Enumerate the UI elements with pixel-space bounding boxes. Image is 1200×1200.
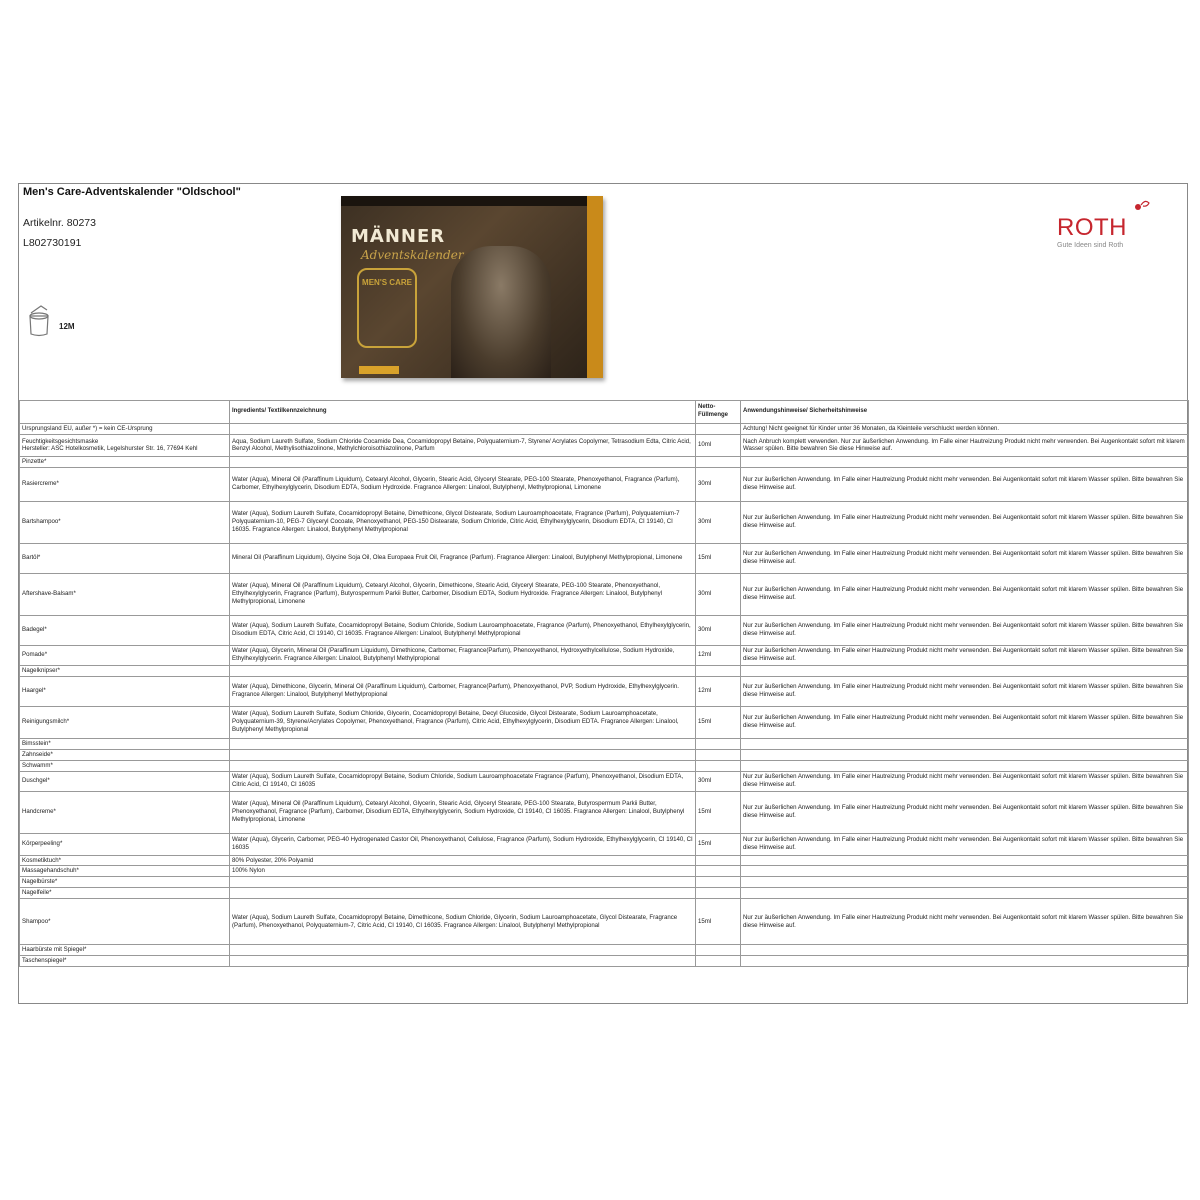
cell-volume xyxy=(696,956,741,967)
cell-volume: 12ml xyxy=(696,645,741,665)
cell-ingredients xyxy=(230,665,696,676)
barber-scene xyxy=(451,246,551,378)
cell-notes: Nur zur äußerlichen Anwendung. Im Falle einer Hautreizung Produkt nicht mehr verwenden. Bei Augenkontakt sofort mit klarem Wasser spülen. Bitte bewahren Sie diese Hinweise auf. xyxy=(741,645,1189,665)
pao-jar-icon xyxy=(27,304,51,338)
table-row xyxy=(20,855,1189,866)
mens-care-emblem: MEN'S CARE xyxy=(357,268,417,348)
cell-notes: Nur zur äußerlichen Anwendung. Im Falle einer Hautreizung Produkt nicht mehr verwenden. Bei Augenkontakt sofort mit klarem Wasser spülen. Bitte bewahren Sie diese Hinweise auf. xyxy=(741,833,1189,855)
table-header-row xyxy=(20,401,1189,424)
table-row xyxy=(20,791,1189,833)
cell-name: Handcreme* xyxy=(20,791,230,833)
cell-volume: 30ml xyxy=(696,615,741,645)
cell-name: Schwamm* xyxy=(20,760,230,771)
table-row xyxy=(20,676,1189,706)
cell-volume xyxy=(696,760,741,771)
cell-volume xyxy=(696,888,741,899)
cell-ingredients: Water (Aqua), Sodium Laureth Sulfate, Cocamidopropyl Betaine, Sodium Chloride, Sodium Lauroamphoacetate, Fragrance (Parfum), Phenoxyethanol, Ethylhexylglycerin, Disodium EDTA, Citric Acid, CI 19140, CI 16035. Fragrance Allergen: Linalool, Butylphenyl Methylpropional xyxy=(230,615,696,645)
cell-notes xyxy=(741,945,1189,956)
cell-notes xyxy=(741,760,1189,771)
cell-notes: Nur zur äußerlichen Anwendung. Im Falle einer Hautreizung Produkt nicht mehr verwenden. Bei Augenkontakt sofort mit klarem Wasser spülen. Bitte bewahren Sie diese Hinweise auf. xyxy=(741,706,1189,738)
cell-notes: Nur zur äußerlichen Anwendung. Im Falle einer Hautreizung Produkt nicht mehr verwenden. Bei Augenkontakt sofort mit klarem Wasser spülen. Bitte bewahren Sie diese Hinweise auf. xyxy=(741,501,1189,543)
article-number: Artikelnr. 80273 xyxy=(23,217,96,229)
cell-notes: Nur zur äußerlichen Anwendung. Im Falle einer Hautreizung Produkt nicht mehr verwenden. Bei Augenkontakt sofort mit klarem Wasser spülen. Bitte bewahren Sie diese Hinweise auf. xyxy=(741,771,1189,791)
table-row xyxy=(20,573,1189,615)
cell-name: Bimsstein* xyxy=(20,738,230,749)
cell-name: Taschenspiegel* xyxy=(20,956,230,967)
cell-ingredients xyxy=(230,424,696,435)
cell-name: Haargel* xyxy=(20,676,230,706)
table-row xyxy=(20,945,1189,956)
cell-volume: 15ml xyxy=(696,791,741,833)
cell-name: Bartöl* xyxy=(20,543,230,573)
cell-volume: 10ml xyxy=(696,434,741,456)
cell-ingredients: Water (Aqua), Mineral Oil (Paraffinum Liquidum), Cetearyl Alcohol, Glycerin, Dimethicone, Stearic Acid, Glyceryl Stearate, PEG-100 Stearate, Phenoxyethanol, Ethylhexylglycerin, Fragrance (Parfum), Butyrospermum Parkii Butter, Carbomer, Disodium EDTA, Sodium Hydroxide. Fragrance Allergen: Linalool, Butylphenyl Methylpropional, Limonene xyxy=(230,573,696,615)
cell-name: Massagehandschuh* xyxy=(20,866,230,877)
cell-notes xyxy=(741,738,1189,749)
cell-ingredients xyxy=(230,456,696,467)
cell-ingredients: Aqua, Sodium Laureth Sulfate, Sodium Chloride Cocamide Dea, Cocamidopropyl Betaine, Polyquaternium-7, Styrene/ Acrylates Copolymer, Tetrasodium Edta, Citric Acid, Benzyl Alcohol, Methylisothiazolinone, Methylchloroisothiazolinone, Parfum xyxy=(230,434,696,456)
product-top-band xyxy=(341,196,603,206)
cell-volume xyxy=(696,855,741,866)
cell-name: Körperpeeling* xyxy=(20,833,230,855)
cell-ingredients: 80% Polyester, 20% Polyamid xyxy=(230,855,696,866)
cell-notes: Nur zur äußerlichen Anwendung. Im Falle einer Hautreizung Produkt nicht mehr verwenden. Bei Augenkontakt sofort mit klarem Wasser spülen. Bitte bewahren Sie diese Hinweise auf. xyxy=(741,676,1189,706)
cell-ingredients: Water (Aqua), Mineral Oil (Paraffinum Liquidum), Cetearyl Alcohol, Glycerin, Stearic Acid, Glyceryl Stearate, PEG-100 Stearate, Phenoxyethanol, Fragrance (Parfum), Carbomer, Ethylhexylglycerin, Disodium EDTA, Sodium Hydroxide. Fragrance Allergen: Linalool, Butylphenyl, Methylpropional, Limonene xyxy=(230,467,696,501)
product-code: L802730191 xyxy=(23,237,82,249)
cell-name: Badegel* xyxy=(20,615,230,645)
cell-name: Nagelfeile* xyxy=(20,888,230,899)
cell-notes: Nur zur äußerlichen Anwendung. Im Falle einer Hautreizung Produkt nicht mehr verwenden. Bei Augenkontakt sofort mit klarem Wasser spülen. Bitte bewahren Sie diese Hinweise auf. xyxy=(741,573,1189,615)
cell-ingredients: Water (Aqua), Glycerin, Carbomer, PEG-40 Hydrogenated Castor Oil, Phenoxyethanol, Cellulose, Fragrance (Parfum), Sodium Hydroxide, Ethylhexylglycerin, CI 19140, CI 16035 xyxy=(230,833,696,855)
product-brand-title: MÄNNER xyxy=(351,226,446,247)
cell-notes: Achtung! Nicht geeignet für Kinder unter 36 Monaten, da Kleinteile verschluckt werden können. xyxy=(741,424,1189,435)
cell-name: Nagelbürste* xyxy=(20,877,230,888)
cell-notes: Nur zur äußerlichen Anwendung. Im Falle einer Hautreizung Produkt nicht mehr verwenden. Bei Augenkontakt sofort mit klarem Wasser spülen. Bitte bewahren Sie diese Hinweise auf. xyxy=(741,543,1189,573)
cell-notes: Nur zur äußerlichen Anwendung. Im Falle einer Hautreizung Produkt nicht mehr verwenden. Bei Augenkontakt sofort mit klarem Wasser spülen. Bitte bewahren Sie diese Hinweise auf. xyxy=(741,467,1189,501)
cell-ingredients xyxy=(230,877,696,888)
cell-ingredients xyxy=(230,760,696,771)
cell-ingredients: Water (Aqua), Sodium Laureth Sulfate, Cocamidopropyl Betaine, Sodium Chloride, Sodium Lauroamphoacetate Fragrance (Parfum), Phenoxyethanol, Disodium EDTA, Citric Acid, CI 19140, CI 16035 xyxy=(230,771,696,791)
table-row xyxy=(20,749,1189,760)
pao-label: 12M xyxy=(59,322,75,331)
cell-ingredients xyxy=(230,945,696,956)
cell-notes: Nur zur äußerlichen Anwendung. Im Falle einer Hautreizung Produkt nicht mehr verwenden. Bei Augenkontakt sofort mit klarem Wasser spülen. Bitte bewahren Sie diese Hinweise auf. xyxy=(741,899,1189,945)
logo-swirl-icon xyxy=(1133,198,1151,212)
cell-volume: 15ml xyxy=(696,543,741,573)
cell-notes xyxy=(741,855,1189,866)
cell-notes xyxy=(741,866,1189,877)
cell-notes xyxy=(741,456,1189,467)
header-item xyxy=(20,401,230,424)
cell-notes xyxy=(741,956,1189,967)
cell-name: Pomade* xyxy=(20,645,230,665)
cell-name: Haarbürste mit Spiegel* xyxy=(20,945,230,956)
cell-name: Ursprungsland EU, außer *) = kein CE-Ursprung xyxy=(20,424,230,435)
ingredients-table xyxy=(19,400,1189,967)
table-row xyxy=(20,771,1189,791)
cell-volume xyxy=(696,866,741,877)
logo-wordmark: ROTH xyxy=(1057,214,1127,241)
cell-name: Nagelknipser* xyxy=(20,665,230,676)
table-row xyxy=(20,866,1189,877)
cell-volume xyxy=(696,456,741,467)
table-row xyxy=(20,888,1189,899)
cell-volume: 15ml xyxy=(696,833,741,855)
cell-name: Pinzette* xyxy=(20,456,230,467)
cell-volume: 12ml xyxy=(696,676,741,706)
table-row xyxy=(20,615,1189,645)
cell-ingredients: Mineral Oil (Paraffinum Liquidum), Glycine Soja Oil, Olea Europaea Fruit Oil, Fragrance (Parfum). Fragrance Allergen: Linalool, Butylphenyl Methylpropional, Limonene xyxy=(230,543,696,573)
table-row xyxy=(20,434,1189,456)
cell-ingredients: Water (Aqua), Sodium Laureth Sulfate, Cocamidopropyl Betaine, Dimethicone, Glycol Distearate, Sodium Lauroamphoacetate, Fragrance (Parfum), Polyquaternium-7 Polyquaternium-10, PEG-7 Glyceryl Cocoate, Phenoxyethanol, PEG-150 Distearate, Sodium Chloride, Citric Acid, Ethylhexylglycerin, Disodium EDTA, CI 19140, CI 16035. Fragrance Allergen: Linalool, Butylphenyl Methylpropional xyxy=(230,501,696,543)
table-row xyxy=(20,665,1189,676)
cell-volume xyxy=(696,945,741,956)
table-row xyxy=(20,738,1189,749)
table-row xyxy=(20,501,1189,543)
cell-volume: 30ml xyxy=(696,771,741,791)
table-row xyxy=(20,833,1189,855)
cell-ingredients: Water (Aqua), Mineral Oil (Paraffinum Liquidum), Cetearyl Alcohol, Glycerin, Stearic Acid, Glyceryl Stearate, PEG-100 Stearate, Butyrospermum Parkii Butter, Phenoxyethanol, Fragrance (Parfum), Carbomer, Disodium EDTA, Ethylhexylglycerin, Sodium Hydroxide, CI 19140, CI 16035. Fragrance Allergen: Linalool, Butylphenyl Methylpropional, Limonene xyxy=(230,791,696,833)
product-brand-subtitle: Adventskalender xyxy=(361,248,464,262)
table-row xyxy=(20,467,1189,501)
cell-name: Shampoo* xyxy=(20,899,230,945)
cell-volume: 30ml xyxy=(696,573,741,615)
cell-volume: 30ml xyxy=(696,501,741,543)
cell-volume xyxy=(696,738,741,749)
cell-ingredients: Water (Aqua), Glycerin, Mineral Oil (Paraffinum Liquidum), Dimethicone, Carbomer, Fragrance(Parfum), Phenoxyethanol, Hydroxyethylcellulose, Sodium Hydroxide, Ethylhexylglycerin. Fragrance Allergen: Linalool, Butylphenyl Methylpropional xyxy=(230,645,696,665)
table-row xyxy=(20,877,1189,888)
cell-notes xyxy=(741,749,1189,760)
cell-volume: 15ml xyxy=(696,899,741,945)
cell-name: Kosmetiktuch* xyxy=(20,855,230,866)
table-row xyxy=(20,424,1189,435)
cell-ingredients xyxy=(230,956,696,967)
cell-name: Rasiercreme* xyxy=(20,467,230,501)
cell-notes xyxy=(741,877,1189,888)
cell-ingredients: Water (Aqua), Sodium Laureth Sulfate, Cocamidopropyl Betaine, Dimethicone, Sodium Chloride, Glycerin, Sodium Lauroamphoacetate, Glycol Distearate, Fragrance (Parfum), Phenoxyethanol, Polyquaternium-7, Citric Acid, CI 19140, CI 16035. Fragrance Allergen: Linalool, Butylphenyl Methylpropional xyxy=(230,899,696,945)
table-row xyxy=(20,543,1189,573)
cell-volume xyxy=(696,665,741,676)
cell-volume xyxy=(696,749,741,760)
header-ingredients: Ingredients/ Textilkennzeichnung xyxy=(230,401,696,424)
cell-notes: Nur zur äußerlichen Anwendung. Im Falle einer Hautreizung Produkt nicht mehr verwenden. Bei Augenkontakt sofort mit klarem Wasser spülen. Bitte bewahren Sie diese Hinweise auf. xyxy=(741,791,1189,833)
table-row xyxy=(20,706,1189,738)
cell-ingredients xyxy=(230,738,696,749)
cell-ingredients: 100% Nylon xyxy=(230,866,696,877)
cell-notes xyxy=(741,888,1189,899)
cell-volume xyxy=(696,877,741,888)
table-row xyxy=(20,899,1189,945)
product-image xyxy=(341,196,603,378)
cell-name: Reinigungsmilch* xyxy=(20,706,230,738)
header-volume: Netto-Füllmenge xyxy=(696,401,741,424)
cell-notes xyxy=(741,665,1189,676)
cell-name: Zahnseide* xyxy=(20,749,230,760)
table-row xyxy=(20,645,1189,665)
logo-tagline: Gute Ideen sind Roth xyxy=(1057,242,1124,249)
cell-ingredients xyxy=(230,749,696,760)
product-side-band xyxy=(587,196,603,378)
cell-name: Feuchtigkeitsgesichtsmaske Hersteller: ASC Hotelkosmetik, Legelshurster Str. 16, 77694 Kehl xyxy=(20,434,230,456)
cell-notes: Nach Anbruch komplett verwenden. Nur zur äußerlichen Anwendung. Im Falle einer Hautreizung Produkt nicht mehr verwenden. Bei Augenkontakt sofort mit klarem Wasser spülen. Bitte bewahren Sie diese Hinweise auf. xyxy=(741,434,1189,456)
table-row xyxy=(20,760,1189,771)
cell-name: Bartshampoo* xyxy=(20,501,230,543)
cell-volume xyxy=(696,424,741,435)
product-tag xyxy=(359,366,399,374)
datasheet xyxy=(18,183,1188,1004)
header-notes: Anwendungshinweise/ Sicherheitshinweise xyxy=(741,401,1189,424)
cell-volume: 15ml xyxy=(696,706,741,738)
cell-notes: Nur zur äußerlichen Anwendung. Im Falle einer Hautreizung Produkt nicht mehr verwenden. Bei Augenkontakt sofort mit klarem Wasser spülen. Bitte bewahren Sie diese Hinweise auf. xyxy=(741,615,1189,645)
table-row xyxy=(20,956,1189,967)
cell-ingredients: Water (Aqua), Dimethicone, Glycerin, Mineral Oil (Paraffinum Liquidum), Carbomer, Fragrance(Parfum), Phenoxyethanol, PVP, Sodium Hydroxide, Ethylhexylglycerin. Fragrance Allergen: Linalool, Butylphenyl Methylpropional xyxy=(230,676,696,706)
cell-ingredients xyxy=(230,888,696,899)
cell-ingredients: Water (Aqua), Sodium Laureth Sulfate, Sodium Chloride, Glycerin, Cocamidopropyl Betaine, Decyl Glucoside, Glycol Distearate, Sodium Lauroamphoacetate, Polyquaternium-39, Styrene/Acrylates Copolymer, Phenoxyethanol, Fragrance (Parfum), Citric Acid, Ethylhexylglycerin, Disodium EDTA. Fragrance Allergen: Linalool, Butylphenyl Methylpropional xyxy=(230,706,696,738)
cell-name: Duschgel* xyxy=(20,771,230,791)
cell-volume: 30ml xyxy=(696,467,741,501)
table-row xyxy=(20,456,1189,467)
cell-name: Aftershave-Balsam* xyxy=(20,573,230,615)
document-title: Men's Care-Adventskalender "Oldschool" xyxy=(23,186,241,198)
roth-logo xyxy=(1057,214,1147,254)
